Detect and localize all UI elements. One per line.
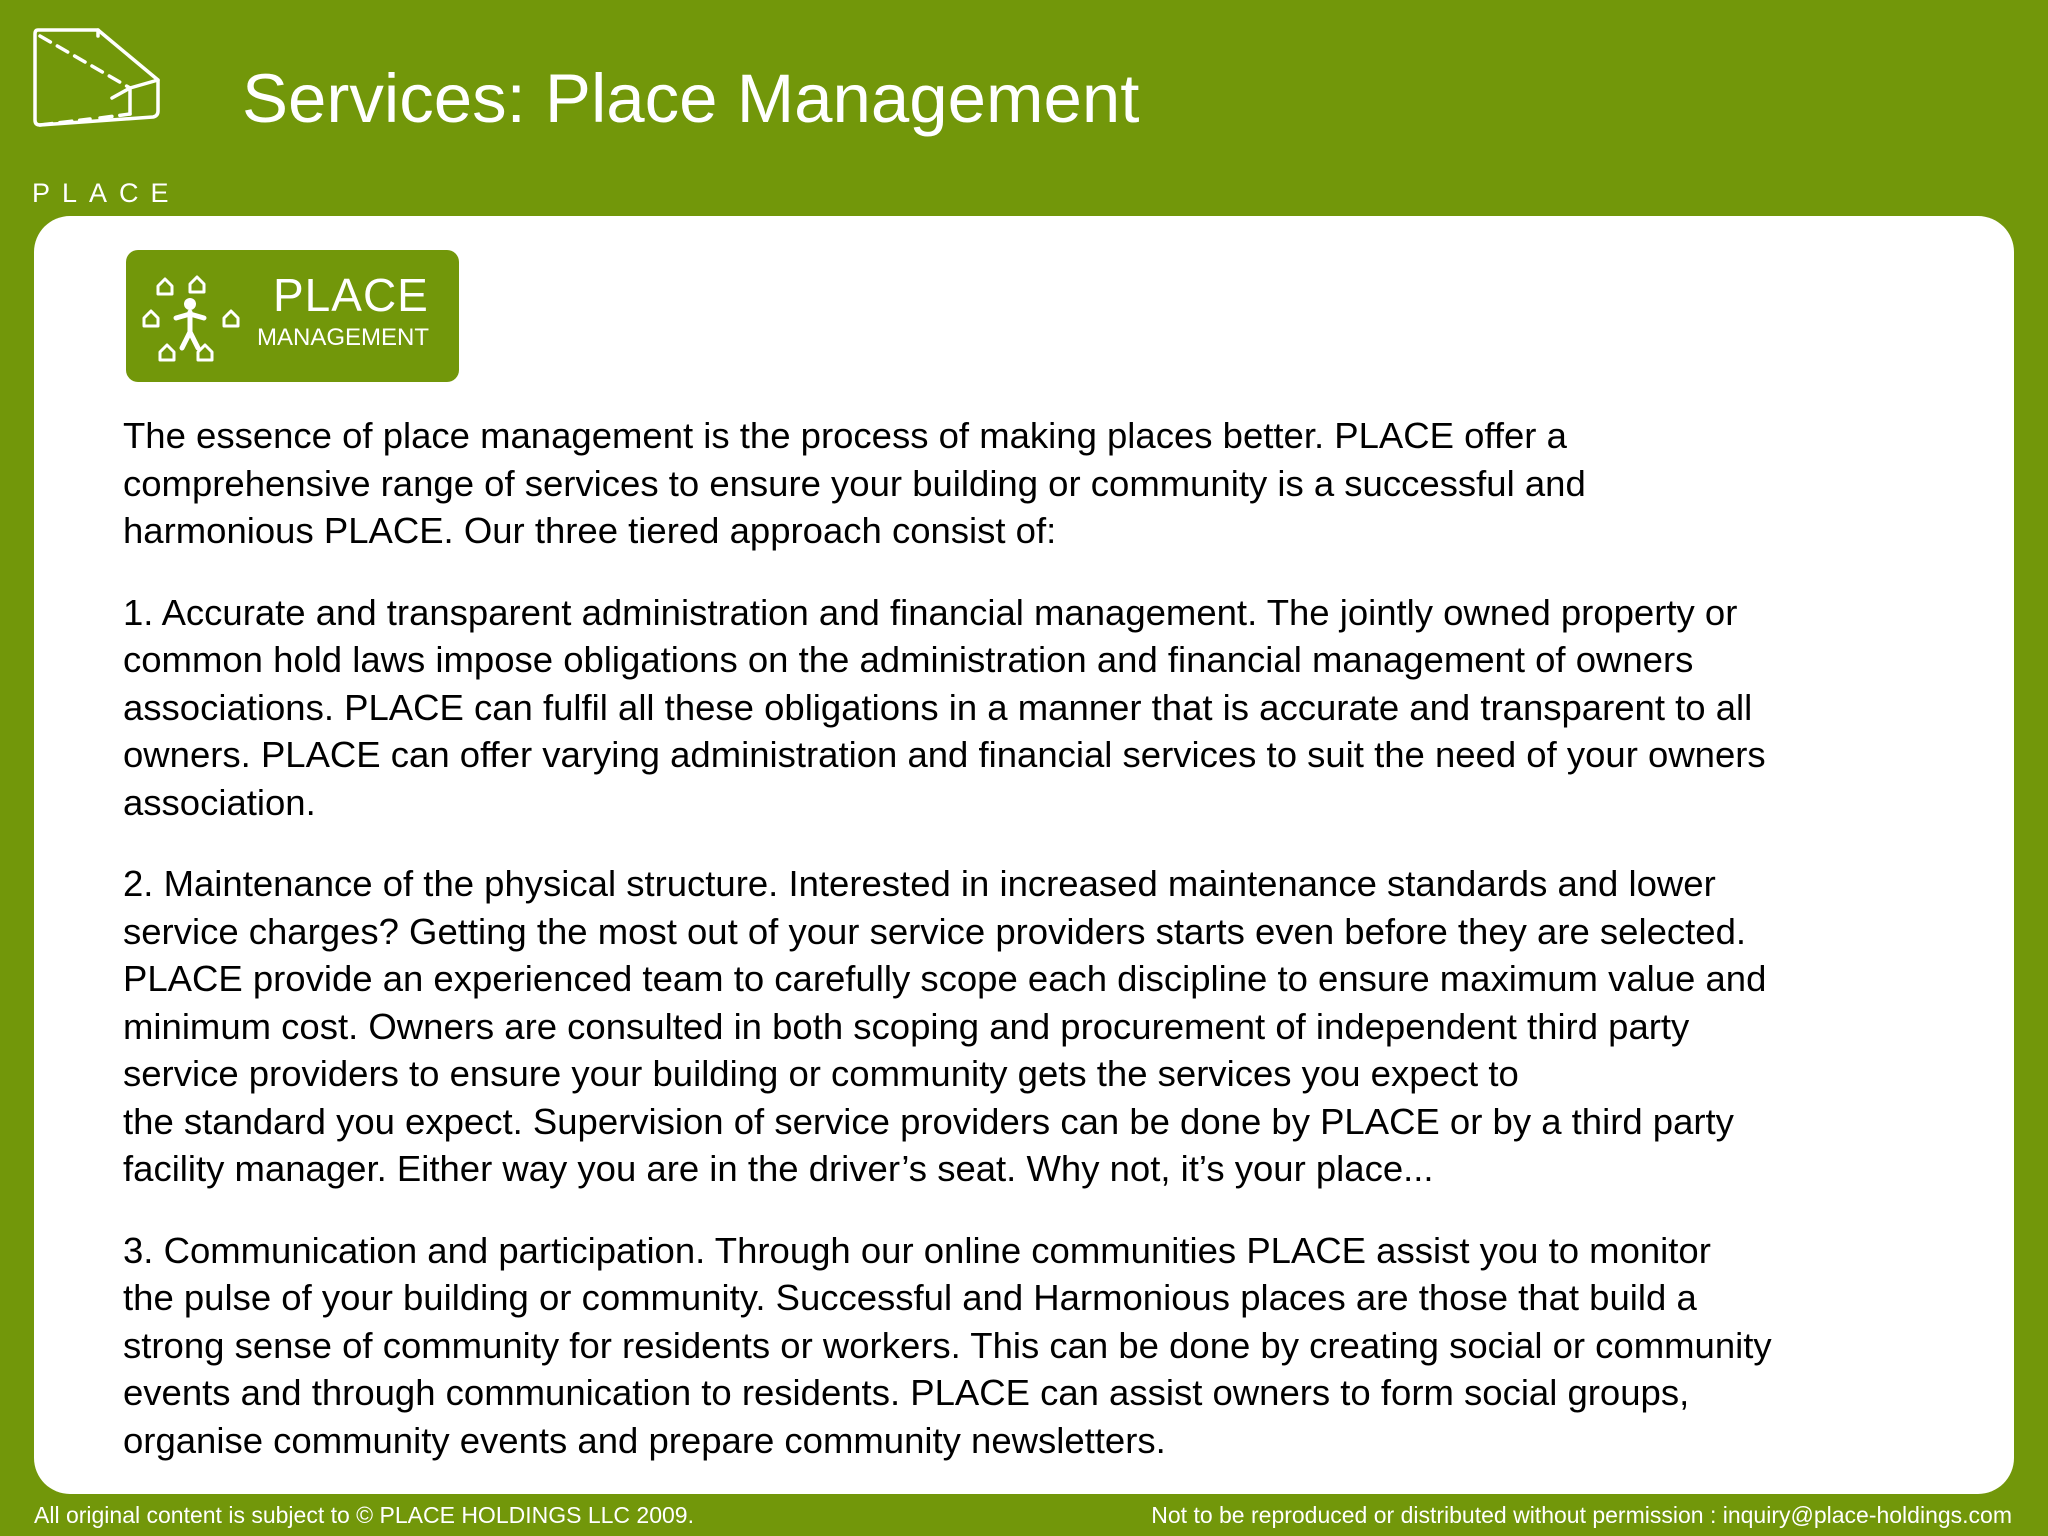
badge-subtitle: MANAGEMENT [257,324,430,351]
intro-paragraph: The essence of place management is the process of making places better. PLACE offer a comprehensive range of services to ensure your building or community is a successful and harmonious PLACE. Our three tiered approach consist of: [123,415,1586,551]
item-3-paragraph: 3. Communication and participation. Through our online communities PLACE assist you to monitor the pulse of your building or community. Successful and Harmonious places are those that build a strong sense of community for residents or workers. This can be done by creating social or community events and through communication to residents. PLACE can assist owners to form social groups, organise community events and prepare community newsletters. [123,1229,1772,1461]
body-text [123,412,1998,1498]
place-logo [30,26,181,208]
content-panel [34,216,2014,1494]
footer-copyright: All original content is subject to © PLACE HOLDINGS LLC 2009. [34,1502,694,1528]
page-title: Services: Place Management [242,60,1140,137]
isometric-box-icon [30,26,170,136]
people-houses-icon [140,268,260,368]
logo-text: PLACE [32,178,181,208]
item-2-paragraph: 2. Maintenance of the physical structure. Interested in increased maintenance standards and lower service charges? Getting the most out of your service providers starts even before they are selected. PLACE provide an experienced team to carefully scope each discipline to ensure maximum value and minimum cost. Owners are consulted in both scoping and procurement of independent third party service providers to ensure your building or community gets the services you expect to the standard you expect. Supervision of service providers can be done by PLACE or by a third party facility manager. Either way you are in the driver’s seat. Why not, it’s your place... [123,863,1767,1189]
place-management-badge [126,250,459,382]
badge-title: PLACE [273,269,429,321]
item-1-paragraph: 1. Accurate and transparent administration and financial management. The jointly owned property or common hold laws impose obligations on the administration and financial management of owners associations. PLACE can fulfil all these obligations in a manner that is accurate and transparent to all owners. PLACE can offer varying administration and financial services to suit the need of your owners association. [123,591,1766,823]
footer-permission-notice: Not to be reproduced or distributed without permission : inquiry@place-holdings.com [1151,1502,2012,1528]
